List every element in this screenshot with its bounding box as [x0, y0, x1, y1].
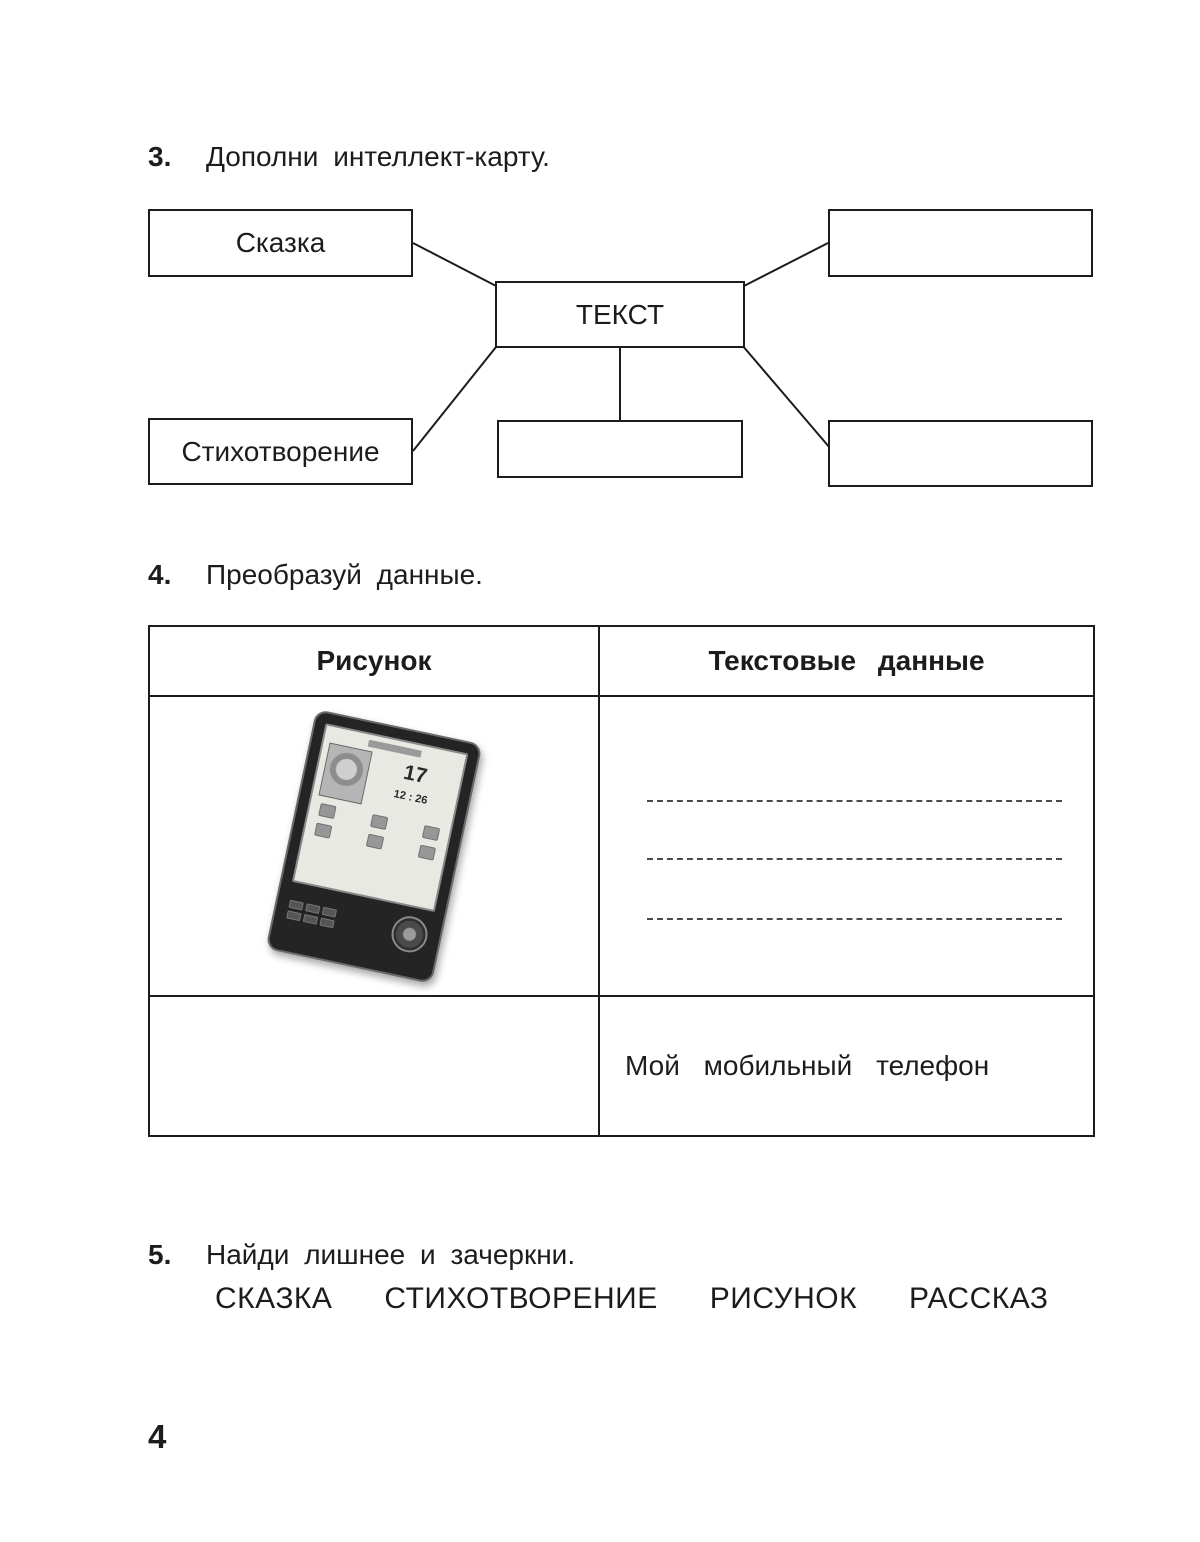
device-app-icon — [366, 833, 384, 849]
device-key — [305, 902, 320, 913]
task5-number: 5. — [148, 1239, 172, 1270]
table-header-picture: Рисунок — [150, 627, 600, 697]
task3-header — [148, 140, 550, 174]
task3-number: 3. — [148, 141, 172, 172]
mindmap-label-stihotvorenie: Стихотворение — [181, 435, 380, 467]
word-stihotvorenie[interactable]: СТИХОТВОРЕНИЕ — [384, 1282, 658, 1315]
table-cell-empty-picture[interactable] — [150, 997, 600, 1135]
data-conversion-table — [148, 625, 1095, 1137]
table-cell-write-lines[interactable] — [600, 697, 1093, 997]
mindmap-box-skazka — [148, 209, 413, 277]
mindmap-box-stihotvorenie — [148, 418, 413, 485]
device-app-icon — [370, 814, 388, 830]
task4-title: Преобразуй данные. — [206, 559, 483, 590]
mindmap-box-empty-bottom-right[interactable] — [828, 420, 1093, 487]
device-key — [286, 909, 301, 920]
task4-header — [148, 558, 483, 592]
device-date-text: 17 — [401, 760, 430, 788]
device-keypad — [286, 899, 337, 928]
device-key — [322, 906, 337, 917]
page-number: 4 — [148, 1418, 167, 1455]
device-photo-thumbnail — [318, 742, 372, 804]
device-app-icon — [314, 822, 332, 838]
mindmap-box-tekst — [495, 281, 745, 348]
device-app-icon — [418, 844, 436, 860]
device-app-icon — [422, 825, 440, 841]
table-cell-phone-text: Мой мобильный телефон — [625, 1050, 990, 1081]
device-key — [320, 917, 335, 928]
word-rasskaz[interactable]: РАССКАЗ — [909, 1282, 1049, 1315]
task3-title: Дополни интеллект-карту. — [206, 141, 550, 172]
device-key — [289, 899, 304, 910]
word-skazka[interactable]: СКАЗКА — [215, 1282, 333, 1315]
mindmap-box-empty-bottom-center[interactable] — [497, 420, 743, 478]
mindmap-label-skazka: Сказка — [235, 227, 326, 258]
table-header-text-data: Текстовые данные — [600, 627, 1093, 697]
table-cell-device-picture — [150, 697, 600, 997]
mindmap-box-empty-top-right[interactable] — [828, 209, 1093, 277]
device-screen — [292, 723, 468, 912]
mind-map — [0, 200, 1200, 500]
write-line[interactable] — [647, 800, 1062, 802]
task5-header — [148, 1238, 575, 1272]
device-date-block — [371, 753, 457, 812]
task4-number: 4. — [148, 559, 172, 590]
write-line[interactable] — [647, 918, 1062, 920]
device-time-text: 12 : 26 — [392, 787, 429, 807]
device-app-icon — [318, 803, 336, 819]
ebook-device-image — [265, 709, 482, 984]
device-nav-wheel — [388, 912, 431, 955]
word-risunok[interactable]: РИСУНОК — [709, 1282, 858, 1315]
mindmap-label-tekst: ТЕКСТ — [575, 298, 665, 330]
task5-words — [215, 1282, 1049, 1316]
write-line[interactable] — [647, 858, 1062, 860]
task5-title: Найди лишнее и зачеркни. — [206, 1239, 576, 1270]
device-key — [303, 913, 318, 924]
